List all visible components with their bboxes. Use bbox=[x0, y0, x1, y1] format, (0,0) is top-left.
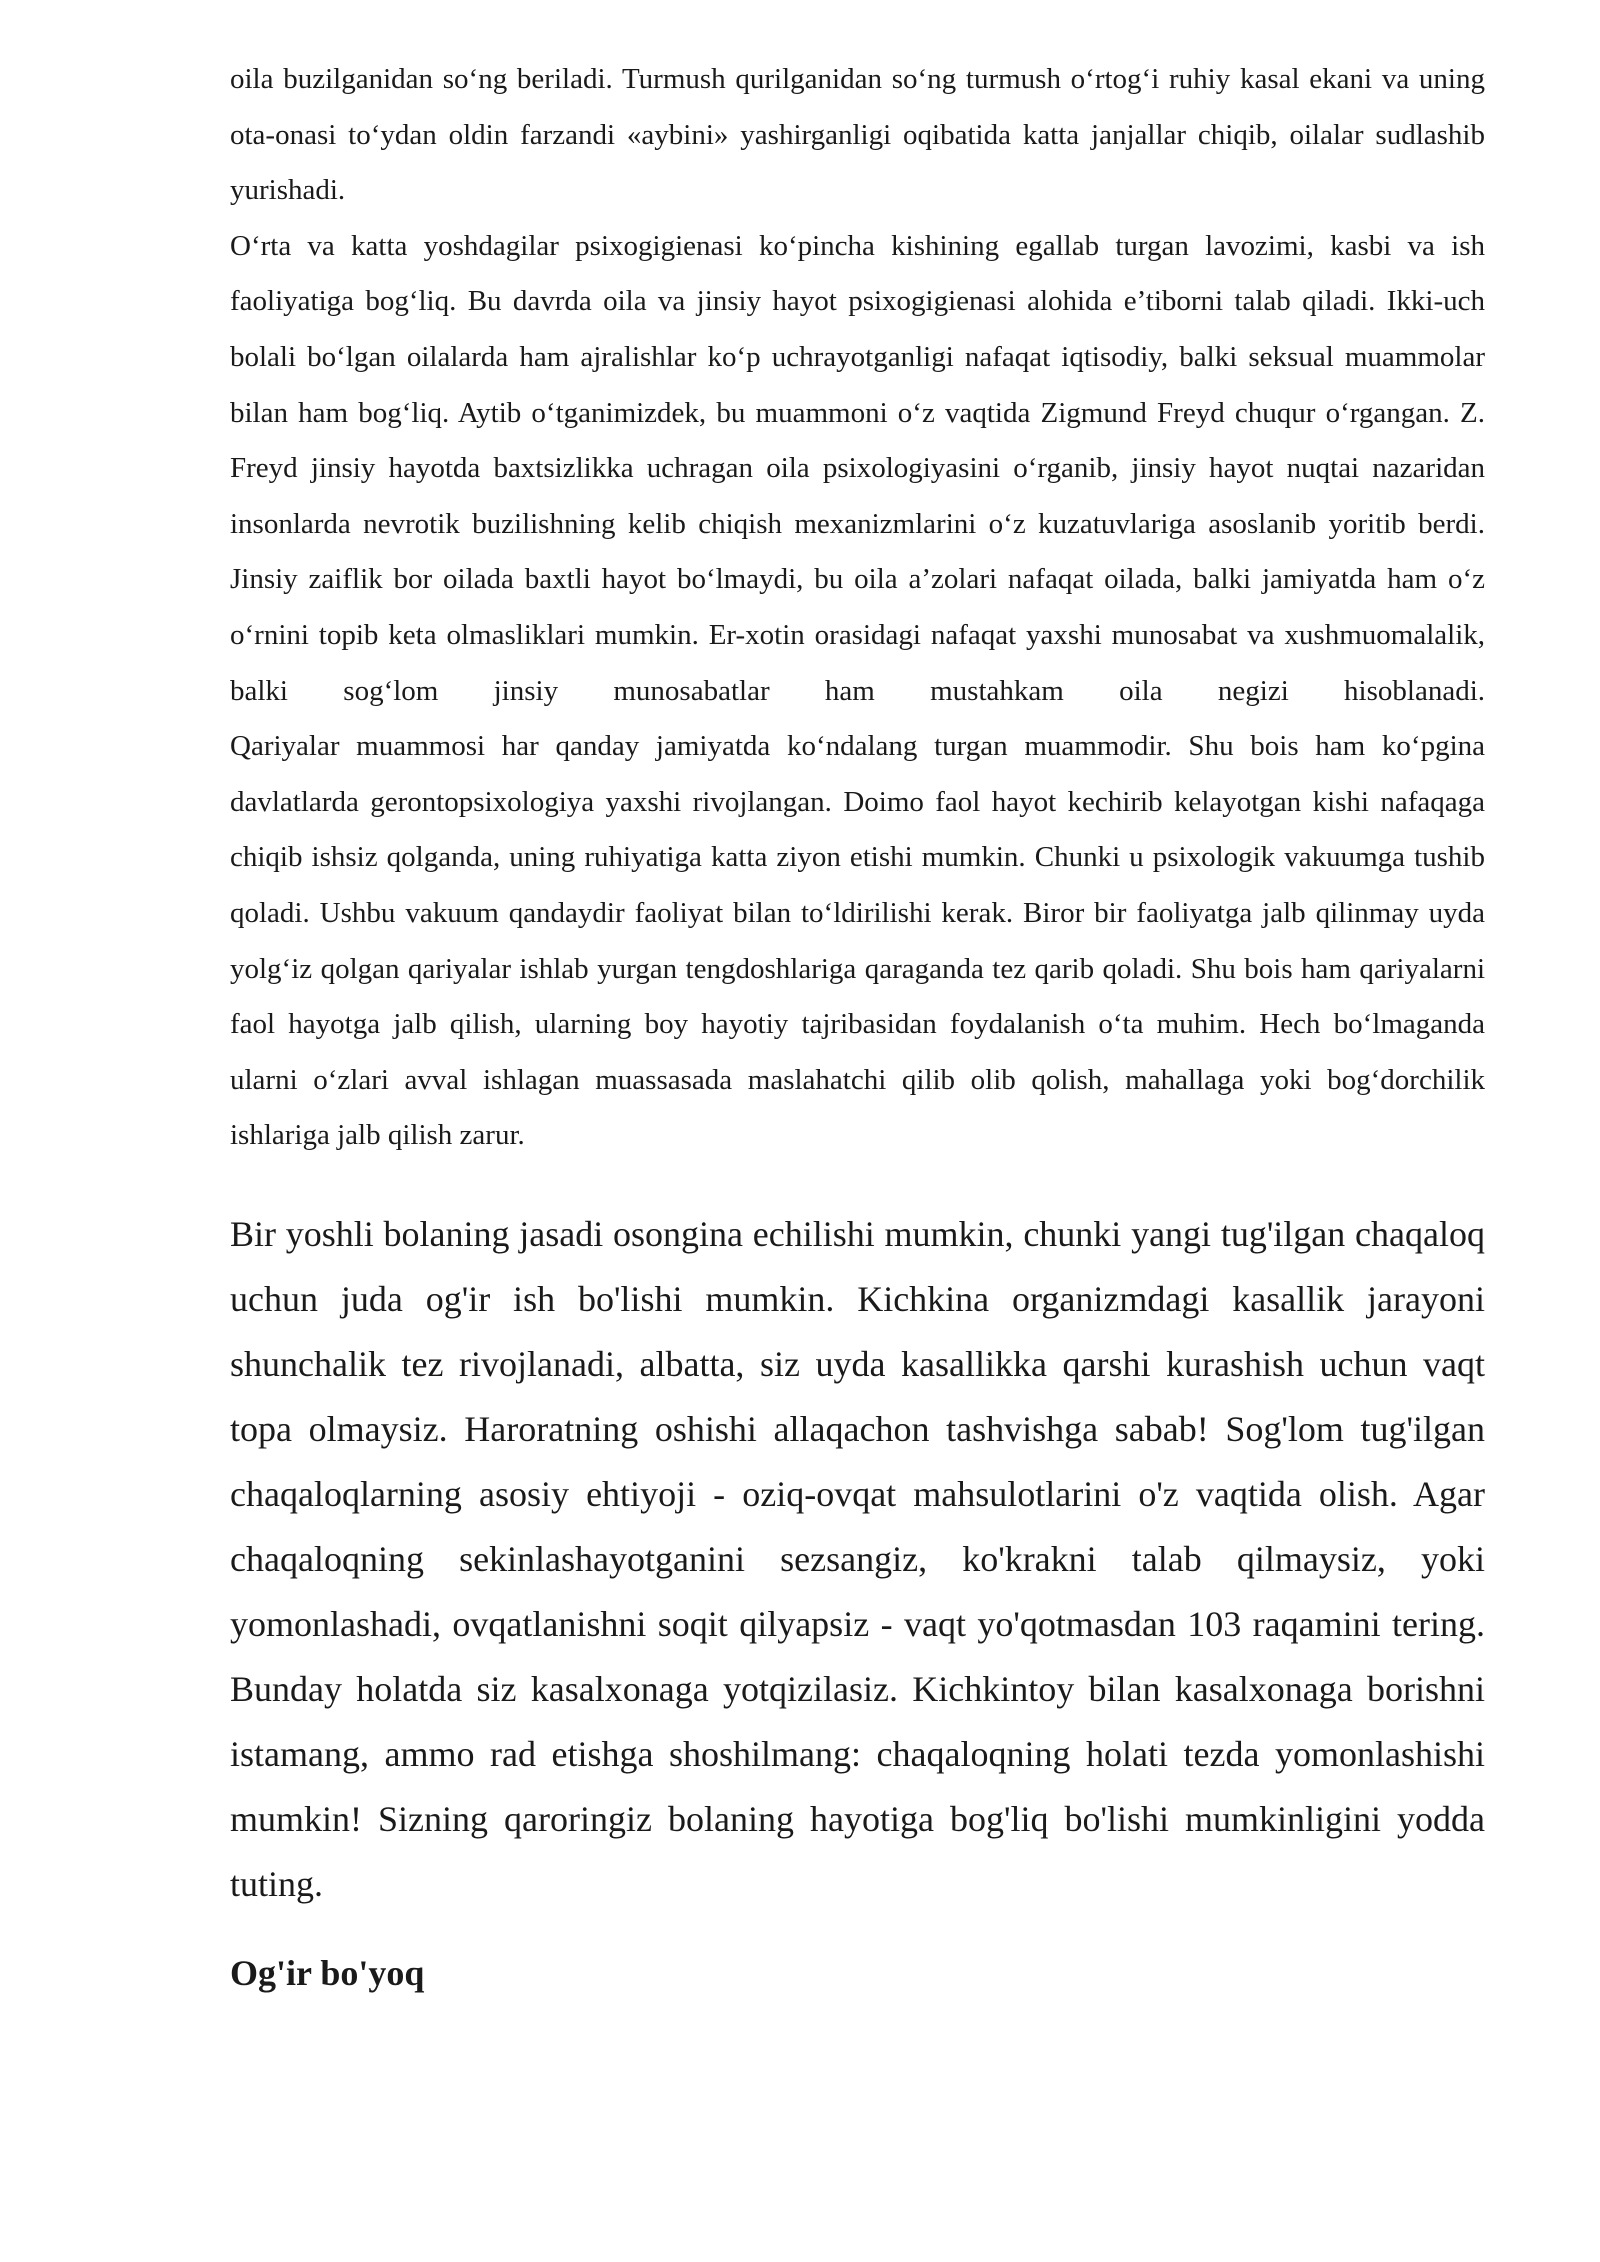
paragraph-segment-family: oila buzilganidan so‘ng beriladi. Turmush qurilganidan so‘ng turmush o‘rtog‘i ruhiy kasal ekani va uning ota-onasi to‘ydan oldin farzandi «aybini» yashirganligi oqibatida katta janjallar chiqib, oilalar sudlashib yurishadi. bbox=[230, 63, 1485, 207]
body-paragraph-infant: Bir yoshli bolaning jasadi osongina echilishi mumkin, chunki yangi tug'ilgan chaqaloq uchun juda og'ir ish bo'lishi mumkin. Kichkina organizmdagi kasallik jarayoni shunchalik tez rivojlanadi, albatta, siz uyda kasallikka qarshi kurashish uchun vaqt topa olmaysiz. Haroratning oshishi allaqachon tashvishga sabab! Sog'lom tug'ilgan chaqaloqlarning asosiy ehtiyoji - oziq-ovqat mahsulotlarini o'z vaqtida olish. Agar chaqaloqning sekinlashayotganini sezsangiz, ko'krakni talab qilmaysiz, yoki yomonlashadi, ovqatlanishni soqit qilyapsiz - vaqt yo'qotmasdan 103 raqamini tering. Bunday holatda siz kasalxonaga yotqizilasiz. Kichkintoy bilan kasalxonaga borishni istamang, ammo rad etishga shoshilmang: chaqaloqning holati tezda yomonlashishi mumkin! Sizning qaroringiz bolaning hayotiga bog'liq bo'lishi mumkinligini yodda tuting. bbox=[230, 1213, 1485, 1904]
paragraph-segment-adults: O‘rta va katta yoshdagilar psixogigienasi ko‘pincha kishining egallab turgan lavozimi, kasbi va ish faoliyatiga bog‘liq. Bu davrda oila va jinsiy hayot psixogigienasi alohida e’tiborni talab qiladi. Ikki-uch bolali bo‘lgan oilalarda ham ajralishlar ko‘p uchrayotganligi nafaqat iqtisodiy, balki seksual muammolar bilan ham bog‘liq. Aytib o‘tganimizdek, bu muammoni o‘z vaqtida Zigmund Freyd chuqur o‘rgangan. Z. Freyd jinsiy hayotda baxtsizlikka uchragan oila psixologiyasini o‘rganib, jinsiy hayot nuqtai nazaridan insonlarda nevrotik buzilishning kelib chiqish mexanizmlarini o‘z kuzatuvlariga asoslanib yoritib berdi. Jinsiy zaiflik bor oilada baxtli hayot bo‘lmaydi, bu oila a’zolari nafaqat oilada, balki jamiyatda ham o‘z o‘rnini topib keta olmasliklari mumkin. Er-xotin orasidagi nafaqat yaxshi munosabat va xushmuomalalik, balki sog‘lom jinsiy munosabatlar ham mustahkam oila negizi hisoblanadi. bbox=[230, 229, 1485, 707]
paragraph-segment-elderly: Qariyalar muammosi har qanday jamiyatda ko‘ndalang turgan muammodir. Shu bois ham ko‘pgina davlatlarda gerontopsixologiya yaxshi rivojlangan. Doimo faol hayot kechirib kelayotgan kishi nafaqaga chiqib ishsiz qolganda, uning ruhiyatiga katta ziyon etishi mumkin. Chunki u psixologik vakuumga tushib qoladi. Ushbu vakuum qandaydir faoliyat bilan to‘ldirilishi kerak. Biror bir faoliyatga jalb qilinmay uyda yolg‘iz qolgan qariyalar ishlab yurgan tengdoshlariga qaraganda tez qarib qoladi. Shu bois ham qariyalarni faol hayotga jalb qilish, ularning boy hayotiy tajribasidan foydalanish o‘ta muhim. Hech bo‘lmaganda ularni o‘zlari avval ishlagan muassasada maslahatchi qilib olib qolish, mahallaga yoki bog‘dorchilik ishlariga jalb qilish zarur. bbox=[230, 730, 1485, 1152]
body-paragraph-psychohygiene bbox=[230, 52, 1485, 1164]
document-page bbox=[230, 52, 1485, 2003]
section-heading: Og'ir bo'yoq bbox=[230, 1952, 425, 1993]
